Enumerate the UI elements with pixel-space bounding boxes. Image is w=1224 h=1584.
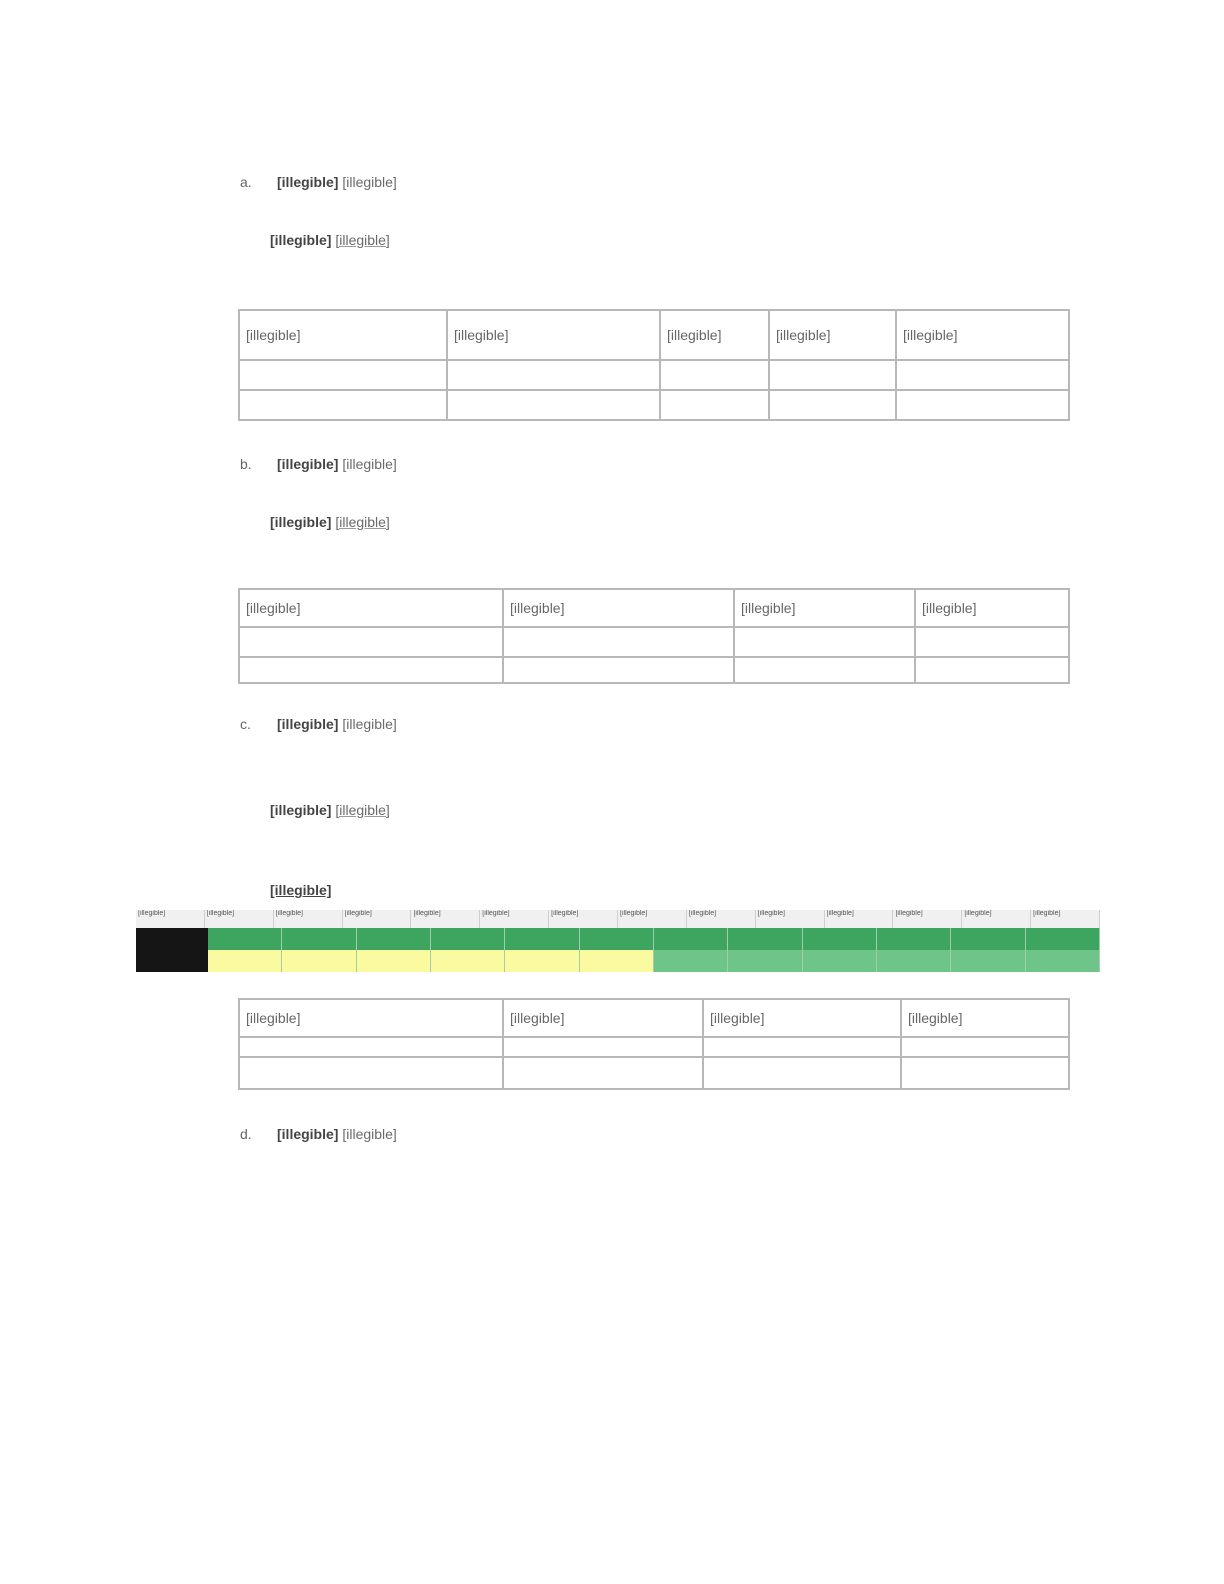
spreadsheet-header-cell: [illegible]: [480, 910, 549, 928]
spreadsheet-cell: [431, 950, 505, 972]
item-d-letter: d.: [240, 1126, 252, 1142]
spreadsheet-header-cell: [illegible]: [687, 910, 756, 928]
spreadsheet-cell: [803, 950, 877, 972]
item-b-note-label: [illegible]: [270, 514, 332, 530]
item-b-note: [270, 508, 1044, 536]
spreadsheet-cell: [728, 950, 802, 972]
table-c-cell: [901, 1057, 1069, 1089]
spreadsheet-cell: [580, 928, 654, 950]
spreadsheet-row-2: [136, 950, 1100, 972]
item-b-letter: b.: [240, 456, 252, 472]
table-b-header: [illegible]: [734, 589, 915, 627]
table-c-cell: [239, 1057, 503, 1089]
spreadsheet-header-cell: [illegible]: [343, 910, 412, 928]
item-c-note-text: [illegible]: [335, 802, 390, 818]
table-c-header: [illegible]: [503, 999, 703, 1037]
item-c-note: [270, 796, 1044, 824]
item-c-title: [illegible]: [277, 716, 339, 732]
spreadsheet-cell: [951, 928, 1025, 950]
spreadsheet-header-cell: [illegible]: [274, 910, 343, 928]
item-d-paragraph: [277, 1120, 1043, 1148]
spreadsheet-cell: [877, 950, 951, 972]
item-a-text: [illegible]: [342, 174, 397, 190]
table-a-cell: [447, 390, 660, 420]
spreadsheet-cell: [282, 950, 356, 972]
item-a-note-text: [illegible]: [335, 232, 390, 248]
table-c-header: [illegible]: [703, 999, 901, 1037]
item-b-text: [illegible]: [342, 456, 397, 472]
table-c-cell: [703, 1037, 901, 1057]
spreadsheet-cell: [505, 928, 579, 950]
table-c-header: [illegible]: [901, 999, 1069, 1037]
spreadsheet-cell: [505, 950, 579, 972]
spreadsheet-cell: [654, 928, 728, 950]
table-c-cell: [503, 1037, 703, 1057]
table-a-cell: [660, 390, 769, 420]
item-b-note-text: [illegible]: [335, 514, 390, 530]
spreadsheet-cell: [208, 928, 282, 950]
table-b-cell: [915, 627, 1069, 657]
spreadsheet-black-cell: [136, 950, 208, 972]
item-c-note-label: [illegible]: [270, 802, 332, 818]
item-b-paragraph: [277, 450, 1043, 478]
item-d-title: [illegible]: [277, 1126, 339, 1142]
table-b-cell: [734, 627, 915, 657]
table-c-cell: [239, 1037, 503, 1057]
spreadsheet-header-cell: [illegible]: [549, 910, 618, 928]
item-c-paragraph: [277, 710, 1043, 738]
table-a-header: [illegible]: [769, 310, 896, 360]
item-a-title: [illegible]: [277, 174, 339, 190]
spreadsheet-caption: [illegible]: [270, 882, 332, 898]
spreadsheet-header-cell: [illegible]: [411, 910, 480, 928]
table-c-cell: [901, 1037, 1069, 1057]
table-a: [238, 309, 1070, 421]
spreadsheet-cell: [580, 950, 654, 972]
spreadsheet-row-1: [136, 928, 1100, 950]
spreadsheet-header-row: [136, 910, 1100, 928]
spreadsheet-cell: [208, 950, 282, 972]
spreadsheet-header-cell: [illegible]: [205, 910, 274, 928]
table-b: [238, 588, 1070, 684]
table-b-cell: [503, 627, 734, 657]
table-b-header: [illegible]: [239, 589, 503, 627]
table-a-cell: [239, 360, 447, 390]
table-c-header: [illegible]: [239, 999, 503, 1037]
spreadsheet-cell: [877, 928, 951, 950]
spreadsheet-header-cell: [illegible]: [893, 910, 962, 928]
table-b-header: [illegible]: [915, 589, 1069, 627]
spreadsheet-cell: [951, 950, 1025, 972]
spreadsheet-cell: [1026, 928, 1100, 950]
item-d-text: [illegible]: [342, 1126, 397, 1142]
table-a-cell: [769, 360, 896, 390]
spreadsheet-black-cell: [136, 928, 208, 950]
item-a-note: [270, 226, 1044, 254]
spreadsheet-header-cell: [illegible]: [1031, 910, 1100, 928]
spreadsheet-cell: [431, 928, 505, 950]
spreadsheet-header-cell: [illegible]: [962, 910, 1031, 928]
table-b-cell: [915, 657, 1069, 683]
table-a-cell: [896, 390, 1069, 420]
table-a-cell: [769, 390, 896, 420]
table-a-cell: [239, 390, 447, 420]
table-b-header: [illegible]: [503, 589, 734, 627]
spreadsheet-cell: [728, 928, 802, 950]
item-a-paragraph: [277, 168, 1043, 196]
spreadsheet-cell: [357, 950, 431, 972]
item-c-letter: c.: [240, 716, 251, 732]
table-b-cell: [503, 657, 734, 683]
table-c-cell: [703, 1057, 901, 1089]
item-a-letter: a.: [240, 174, 252, 190]
spreadsheet-header-cell: [illegible]: [136, 910, 205, 928]
table-a-cell: [660, 360, 769, 390]
spreadsheet-header-cell: [illegible]: [756, 910, 825, 928]
spreadsheet-cell: [654, 950, 728, 972]
item-b-title: [illegible]: [277, 456, 339, 472]
spreadsheet-cell: [1026, 950, 1100, 972]
spreadsheet-header-cell: [illegible]: [618, 910, 687, 928]
table-a-header: [illegible]: [660, 310, 769, 360]
table-a-cell: [447, 360, 660, 390]
spreadsheet-cell: [803, 928, 877, 950]
table-a-header: [illegible]: [239, 310, 447, 360]
spreadsheet-cell: [282, 928, 356, 950]
spreadsheet-header-cell: [illegible]: [825, 910, 894, 928]
table-b-cell: [239, 657, 503, 683]
table-a-header: [illegible]: [447, 310, 660, 360]
table-b-cell: [239, 627, 503, 657]
table-c: [238, 998, 1070, 1090]
table-b-cell: [734, 657, 915, 683]
item-c-text: [illegible]: [342, 716, 397, 732]
table-c-cell: [503, 1057, 703, 1089]
table-a-header: [illegible]: [896, 310, 1069, 360]
table-a-cell: [896, 360, 1069, 390]
spreadsheet-cell: [357, 928, 431, 950]
item-a-note-label: [illegible]: [270, 232, 332, 248]
